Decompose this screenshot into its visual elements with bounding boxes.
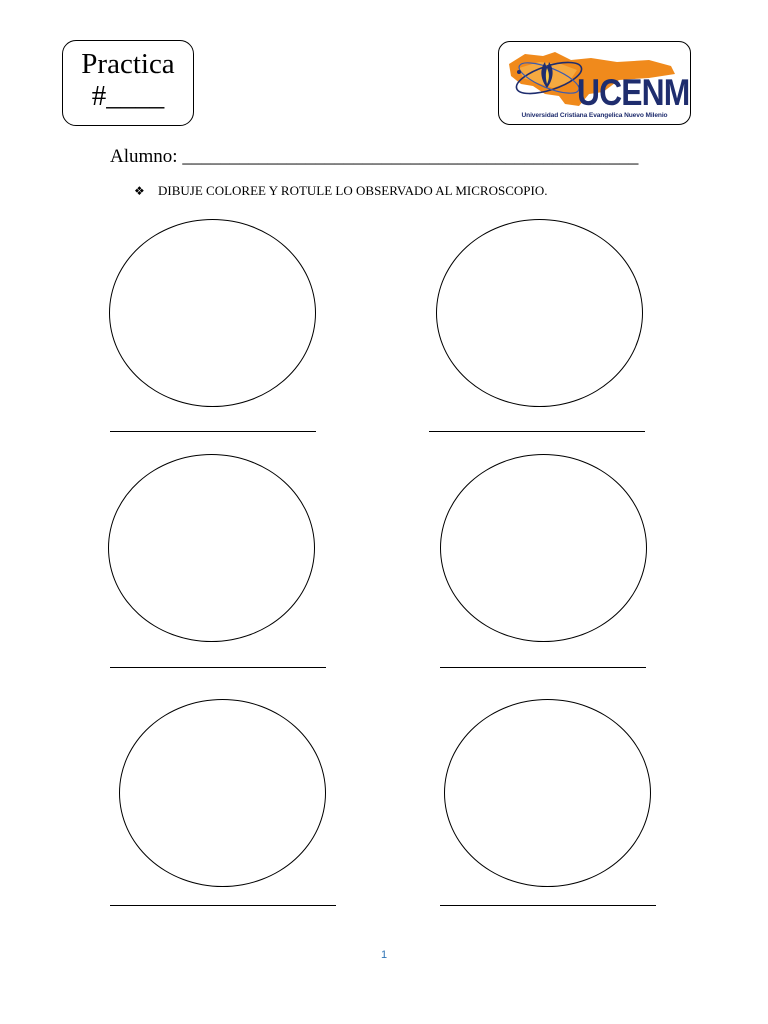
label-line-2 bbox=[429, 431, 645, 432]
diamond-bullet-icon: ❖ bbox=[134, 184, 145, 198]
practice-number-box bbox=[62, 40, 194, 126]
logo-caption: Universidad Cristiana Evangelica Nuevo Milenio bbox=[521, 112, 668, 119]
instruction-text: DIBUJE COLOREE Y ROTULE LO OBSERVADO AL MICROSCOPIO. bbox=[158, 183, 548, 198]
logo-wordmark: UCENM bbox=[577, 72, 690, 113]
student-name-blank: ________________________________________________ bbox=[182, 146, 639, 167]
label-line-6 bbox=[440, 905, 656, 906]
student-name-line bbox=[110, 146, 638, 168]
label-line-1 bbox=[110, 431, 316, 432]
drawing-circle-4 bbox=[440, 454, 647, 642]
label-line-4 bbox=[440, 667, 646, 668]
drawing-circle-3 bbox=[108, 454, 315, 642]
student-label: Alumno: bbox=[110, 146, 178, 167]
practice-number: #____ bbox=[91, 80, 165, 112]
instruction bbox=[134, 183, 547, 199]
drawing-circle-2 bbox=[436, 219, 643, 407]
university-logo bbox=[498, 41, 691, 125]
drawing-circle-6 bbox=[444, 699, 651, 887]
label-line-5 bbox=[110, 905, 336, 906]
drawing-circle-1 bbox=[109, 219, 316, 407]
practice-title: Practica bbox=[81, 48, 175, 80]
label-line-3 bbox=[110, 667, 326, 668]
page-number: 1 bbox=[380, 949, 388, 961]
drawing-circle-5 bbox=[119, 699, 326, 887]
